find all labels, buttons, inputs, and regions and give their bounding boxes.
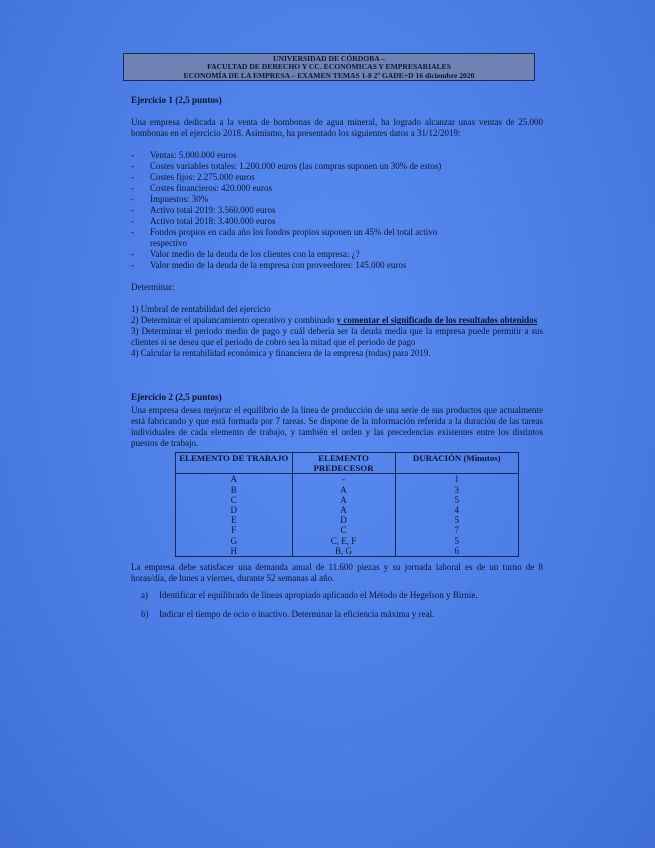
list-item: - Costes financieros: 420.000 euros: [131, 183, 471, 194]
table-cell: 5: [395, 536, 519, 546]
question-a: [131, 590, 543, 601]
list-item: - Costes variables totales: 1.200.000 euros (las compras suponen un 30% de estos): [131, 161, 471, 172]
list-item: - Ventas: 5.000.000 euros: [131, 150, 471, 161]
table-cell: 6: [395, 546, 519, 557]
table-cell: B: [176, 485, 293, 495]
table-cell: D: [176, 505, 293, 515]
table-row: [176, 485, 519, 495]
exercise-2-questions: [131, 590, 543, 620]
question-3: 3) Determinar el periodo medio de pago y cuál debería ser la deuda media que la empresa puede permitir a sus clientes si se desea que el periodo de cobro sea la mitad que el periodo de pago: [131, 326, 543, 347]
table-cell: A: [176, 474, 293, 485]
exercise-2: [131, 392, 543, 620]
table-cell: A: [292, 495, 395, 505]
table-row: [176, 525, 519, 535]
header-university: UNIVERSIDAD DE CÓRDOBA –: [272, 54, 386, 63]
list-item: - Valor medio de la deuda de la empresa con proveedores: 145.000 euros: [131, 260, 471, 271]
table-cell: 4: [395, 505, 519, 515]
table-cell: 5: [395, 495, 519, 505]
list-item: - Valor medio de la deuda de los clientes con la empresa: ¿?: [131, 249, 471, 260]
column-header: ELEMENTO DE TRABAJO: [176, 453, 293, 474]
exercise-1: [131, 95, 543, 359]
question-2: [131, 315, 543, 326]
table-cell: A: [292, 505, 395, 515]
table-cell: B, G: [292, 546, 395, 557]
table-row: [176, 515, 519, 525]
table-row: [176, 495, 519, 505]
question-a-label: a): [141, 590, 148, 601]
table-cell: 1: [395, 474, 519, 485]
table-cell: G: [176, 536, 293, 546]
exercise-1-data-list: [131, 150, 471, 271]
exercise-1-title: Ejercicio 1 (2,5 puntos): [131, 95, 222, 105]
table-cell: D: [292, 515, 395, 525]
table-row: [176, 546, 519, 557]
question-2-emphasis: y comentar el significado de los resultados obtenidos: [336, 315, 538, 325]
table-row: [176, 536, 519, 546]
list-item: - Costes fijos: 2.275.000 euros: [131, 172, 471, 183]
exam-header: [123, 53, 535, 81]
table-cell: 5: [395, 515, 519, 525]
table-header-row: [176, 453, 519, 474]
question-4: 4) Calcular la rentabilidad económica y financiera de la empresa (todas) para 2019.: [131, 348, 431, 358]
table-cell: C: [292, 525, 395, 535]
question-b-text: Indicar el tiempo de ocio o inactivo. Determinar la eficiencia máxima y real.: [159, 609, 435, 620]
table-row: [176, 474, 519, 485]
question-a-text: Identificar el equilibrado de líneas apropiado aplicando el Método de Hegelson y Birnie.: [159, 590, 478, 601]
table-cell: E: [176, 515, 293, 525]
table-cell: H: [176, 546, 293, 557]
column-header: ELEMENTO PREDECESOR: [292, 453, 395, 474]
list-item: - Fondos propios en cada año los fondos propios suponen un 45% del total activo respectivo: [131, 227, 471, 249]
list-item: - Activo total 2019: 3.560.000 euros: [131, 205, 471, 216]
exercise-2-intro: Una empresa desea mejorar el equilibrio de la línea de producción de una serie de sus productos que actualmente está fabricando y que está formada por 7 tareas. Se dispone de la información referida a la duración de las tareas individuales de cada elemento de trabajo, y también el orden y las precedencias existentes entre los distintos puestos de trabajo.: [131, 405, 543, 448]
question-2-text: 2) Determinar el apalancamiento operativo y combinado: [131, 315, 337, 325]
table-cell: 7: [395, 525, 519, 535]
demand-text: La empresa debe satisfacer una demanda anual de 11.600 piezas y su jornada laboral es de un turno de 8 horas/día, de lunes a viernes, durante 52 semanas al año.: [131, 562, 543, 584]
exam-content: [131, 95, 543, 620]
list-item: - Impuestos: 30%: [131, 194, 471, 205]
table-cell: C, E, F: [292, 536, 395, 546]
table-cell: -: [292, 474, 395, 485]
list-item: - Activo total 2018: 3.400.000 euros: [131, 216, 471, 227]
table-cell: 3: [395, 485, 519, 495]
column-header: DURACIÓN (Minutos): [395, 453, 519, 474]
header-exam-info: ECONOMÍA DE LA EMPRESA – EXAMEN TEMAS 1-8 2º GADE+D 16 diciembre 2020: [183, 70, 475, 80]
question-b: [131, 609, 543, 620]
header-faculty: FACULTAD DE DERECHO Y CC. ECONÓMICAS Y EMPRESARIALES: [207, 62, 451, 72]
question-b-label: b): [141, 609, 149, 620]
tasks-table: [175, 452, 519, 557]
determinar-label: Determinar:: [131, 282, 175, 292]
table-cell: C: [176, 495, 293, 505]
table-cell: A: [292, 485, 395, 495]
exercise-1-intro: Una empresa dedicada a la venta de bombonas de agua mineral, ha logrado alcanzar unas ventas de 25.000 bombonas en el ejercicio 2018. Asimismo, ha presentado los siguientes datos a 31/12/2019:: [131, 117, 543, 138]
table-cell: F: [176, 525, 293, 535]
table-row: [176, 505, 519, 515]
question-1: 1) Umbral de rentabilidad del ejercicio: [131, 304, 271, 314]
exercise-2-title: Ejercicio 2 (2,5 puntos): [131, 392, 222, 402]
